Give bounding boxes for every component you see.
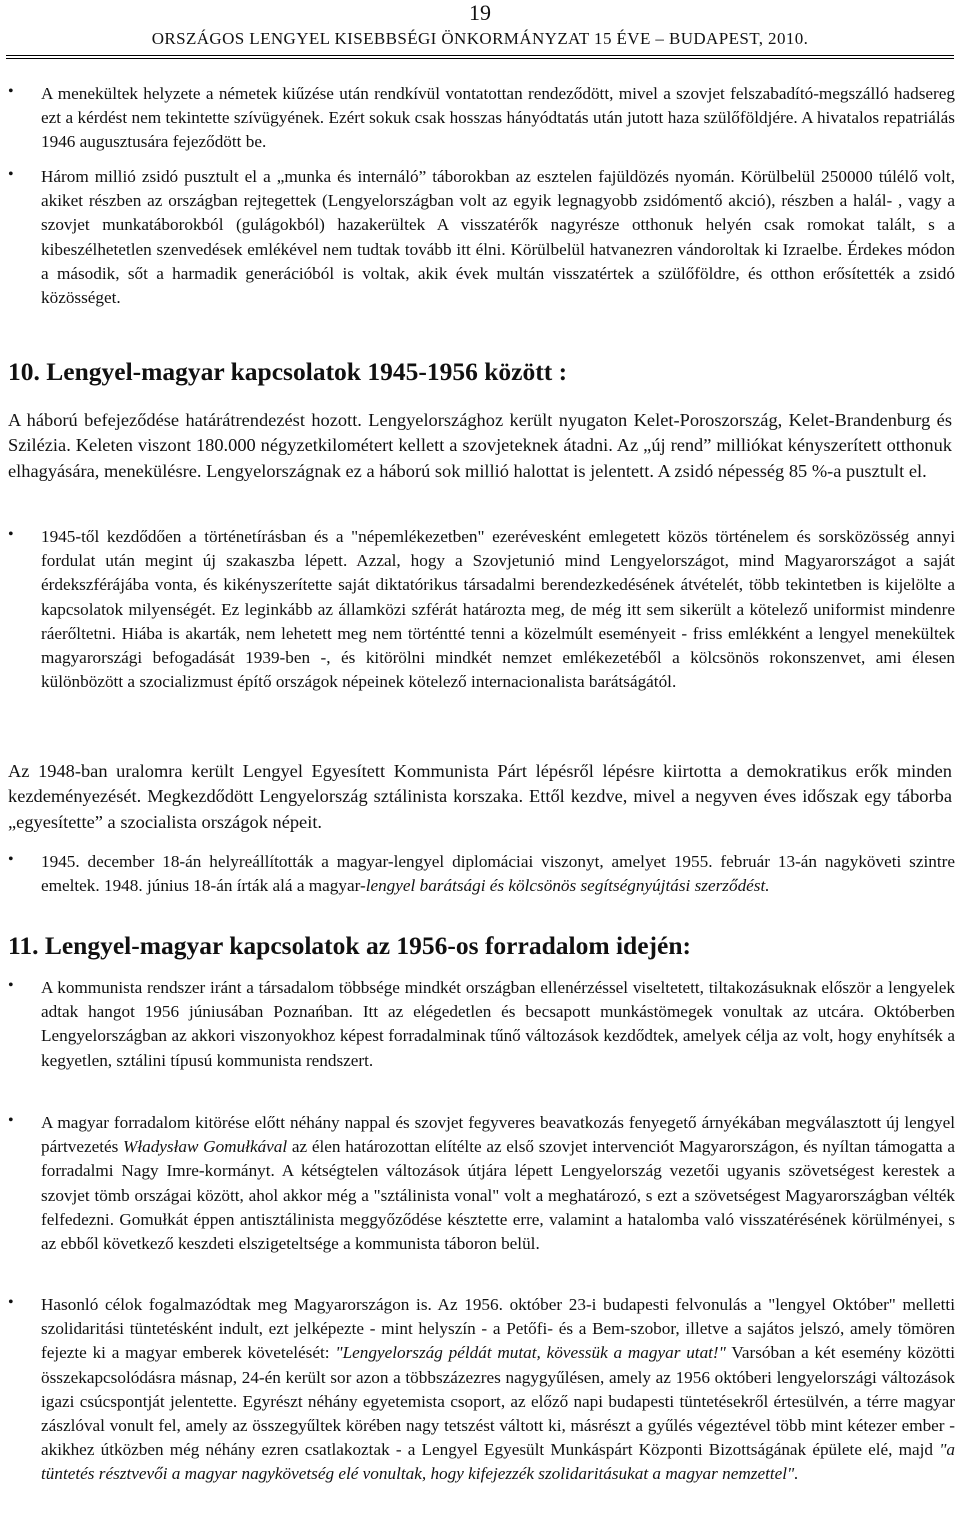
bullet-icon: • [8, 977, 14, 994]
bullet-icon: • [8, 166, 14, 183]
header-rule-secondary [6, 58, 954, 59]
section-11-heading: 11. Lengyel-magyar kapcsolatok az 1956-os forradalom idején: [8, 931, 692, 960]
paragraph-holocaust: Három millió zsidó pusztult el a „munka és internáló” táborokban az esztelen fajüldözés nyomán. Körülbelül 250000 túlélő volt, akiket részben az országban rejtegettek (Lengyelországban volt az egyik legnagyobb zsidómentő akció), részben a halál- , vagy a szovjet munkatáborokból (gulágokból) hazakerültek A visszatérők nagyrésze otthonuk helyén csak romokat talált, s a kibeszélhetetlen szenvedések emlékével nem tudtak tovább itt élni. Körülbelül hatvanezren vándoroltak ki Izraelbe. Érdekes módon a második, sőt a harmadik generációból is voltak, akik évek multán visszatértek a szülőföldre, és otthon erősítették a zsidó közösséget. [41, 167, 955, 308]
treaty-name: lengyel barátsági és kölcsönös segítségnyújtási szerződést. [365, 876, 770, 896]
gomulka-text-a: A magyar forradalom kitörése előtt néhány nappal és szovjet fegyveres beavatkozás fenyegető árnyékában megválasztott új lengyel pártvezetés [41, 1113, 955, 1157]
section-10-heading: 10. Lengyel-magyar kapcsolatok 1945-1956 között : [8, 357, 568, 386]
october-quote-end: "a tüntetés résztvevői a magyar nagykövetség elé vonultak, hogy kifejezzék szolidaritásukat a magyar nemzettel". [41, 1440, 955, 1484]
paragraph-october [41, 1293, 955, 1487]
bullet-icon: • [8, 1112, 14, 1129]
paragraph-diplomacy [41, 850, 955, 898]
diplomacy-text: 1945. december 18-án helyreállították a magyar-lengyel diplomáciai viszonyt, amelyet 1955. február 13-án nagyköveti szintre emeltek. 1948. június 18-án írták alá a magyar- [41, 852, 955, 896]
bullet-icon: • [8, 83, 14, 100]
october-text-b: Varsóban a két esemény közötti összekapcsolódásra másnap, 24-én került sor azon a többszázezres nagygyűlésen, amely az 1956 októberi lengyelországi változások igazi csúcspontját jelentette. Egyrészt néhány egyetemista csoport, az előző napi budapesti tüntetésekről értesülvén, a térre magyar zászlóval vonult fel, amely az összegyűltek körében nagy tetszést váltott ki, másrészt a gyűlés végeztével több mint kétezer ember - akikhez útközben még néhány ezren csatlakoztak - a Lengyel Egyesült Munkáspárt Központi Bizottságának épülete elé, majd [41, 1343, 956, 1460]
october-text-a: Hasonló célok fogalmazódtak meg Magyarországon is. Az 1956. október 23-i budapesti felvonulás a "lengyel Október" melletti szolidaritási tüntetésként indult, ezt jelképezte - mint helyszín - a Petőfi- és a Bem-szobor, illetve a sajátos jelszó, amely tömören fejezte ki a magyar emberek követelését: [41, 1295, 955, 1363]
header-rule [6, 55, 954, 56]
gomulka-name: Władysław Gomułkával [123, 1137, 288, 1157]
page-number: 19 [469, 0, 491, 25]
october-slogan: "Lengyelország példát mutat, kövessük a magyar utat!" [335, 1343, 726, 1363]
paragraph-1948: Az 1948-ban uralomra került Lengyel Egyesített Kommunista Párt lépésről lépésre kiirtotta a demokratikus erők minden kezdeményezését. Megkezdődött Lengyelország sztálinista korszaka. Ettől kezdve, mivel a negyven éves időszak egy táborba „egyesítette” a szocialista országok népeit. [8, 761, 952, 832]
paragraph-1945-history: 1945-től kezdődően a történetírásban és a "népemlékezetben" ezerévesként emlegetett közös történelem és sorsközösség annyi fordulat után megint új szakaszba lépett. Azzal, hogy a Szovjetunió mind Lengyelországot, mind Magyarországot a saját érdekszférájába vonta, és kikényszerítette saját diktatórikus társadalmi berendezkedésének átvételét, több tekintetben is kijelölte a kapcsolatok milyenségét. Ez leginkább az államközi szférát határozta meg, de még itt sem sikerült a kötelező uniformist mindenre ráerőltetni. Hiába is akarták, nem lehetett meg nem történtté tenni a közelmúlt eseményeit - friss emlékként a lengyel menekültek magyarországi befogadását 1939-ben -, és kitörölni mindkét nemzet emlékezetéből a kölcsönös rokonszenvet, ami élesen különbözött a szocializmust építő országok népeinek kötelező internacionalista barátságától. [41, 527, 955, 692]
paragraph-gomulka [41, 1111, 955, 1256]
gomulka-text-b: az élen határozottan elítélte az első szovjet intervenciót Magyarországon, és nyíltan támogatta a forradalmi Nagy Imre-kormányt. A kétségtelen változások útjára lépett Lengyelország vezetői ugyanis szövetségest kerestek a szovjet tömb országai között, ahol akkor még a "sztálinista vonal" volt a meghatározó, s ezt a szövetségest Magyarországban vélték felfedezni. Gomułkát éppen antisztálinista meggyőződése késztette erre, valamint a hatalomba való visszatérésének körülményei, s az ebből következő keszdeti elszigeteltsége a kommunista táboron belül. [41, 1137, 955, 1254]
section-10-intro: A háború befejeződése határátrendezést hozott. Lengyelországhoz került nyugaton Kelet-Poroszország, Kelet-Brandenburg és Szilézia. Keleten viszont 180.000 négyzetkilométert kellett a szovjeteknek átadni. Az „új rend” milliókat kényszerített otthonuk elhagyására, menekülésre. Lengyelországnak ez a háború sok millió halottat is jelentett. A zsidó népesség 85 %-a pusztult el. [8, 410, 952, 481]
running-header: ORSZÁGOS LENGYEL KISEBBSÉGI ÖNKORMÁNYZAT 15 ÉVE – BUDAPEST, 2010. [151, 29, 809, 48]
bullet-icon: • [8, 851, 14, 868]
bullet-icon: • [8, 526, 14, 543]
bullet-icon: • [8, 1294, 14, 1311]
paragraph-refugees: A menekültek helyzete a németek kiűzése után rendkívül vontatottan rendeződött, mivel a szovjet felszabadító-megszálló hadsereg ezt a kérdést nem tekintette szívügyének. Ezért sokuk csak hosszas hányódtatás után jutott haza szülőföldjére. A hivatalos repatriálás 1946 augusztusára fejeződött be. [41, 84, 955, 152]
paragraph-poznan: A kommunista rendszer iránt a társadalom többsége mindkét országban ellenérzéssel viseltetett, tiltakozásuknak először a lengyelek adtak hangot 1956 júniusában Poznańban. Itt az elégedetlen és becsapott munkástömegek vonultak az utcára. Októberben Lengyelországban az akkori viszonyokhoz képest forradalminak tűnő változások kezdődtek, amelyek célja az volt, hogy enyhítsék a kegyetlen, sztálini típusú kommunista rendszert. [41, 978, 955, 1070]
